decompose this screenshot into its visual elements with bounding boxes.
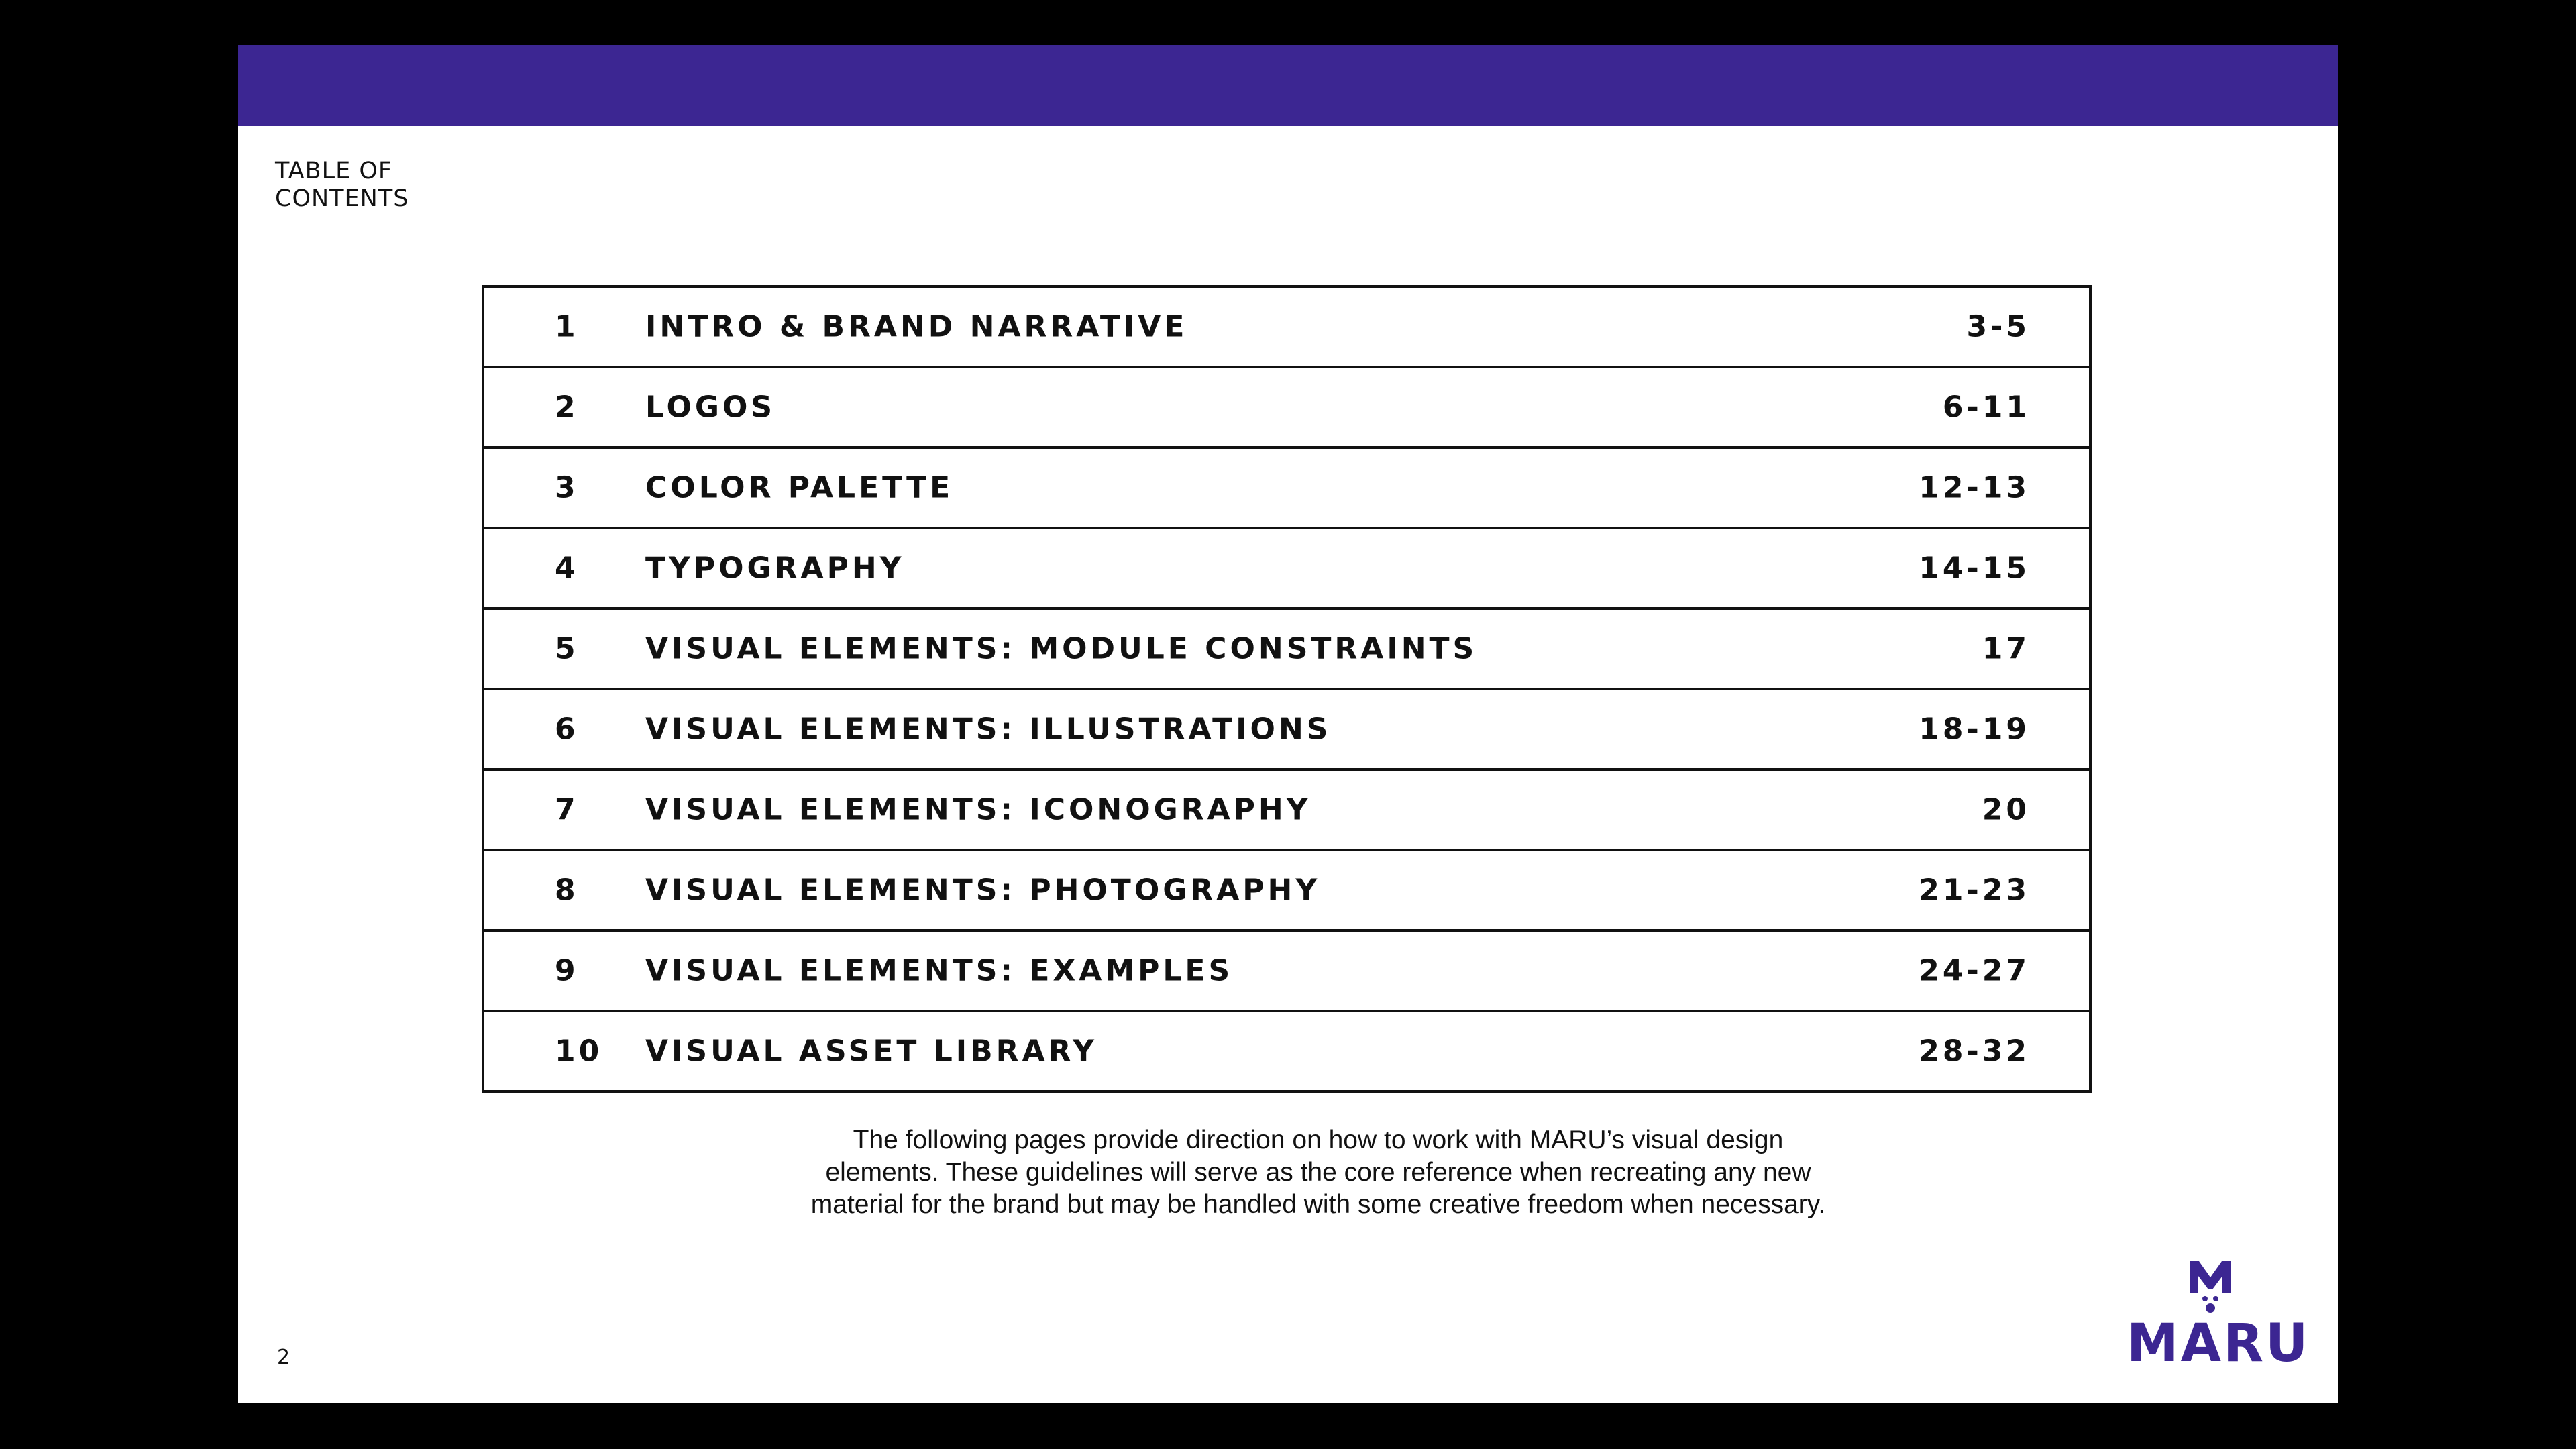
toc-row (484, 849, 2089, 929)
toc-pages: 17 (1982, 631, 2030, 666)
toc-title: INTRO & BRAND NARRATIVE (645, 309, 1188, 344)
maru-logo-wordmark: MARU (2127, 1313, 2310, 1374)
toc-row (484, 288, 2089, 366)
toc-row (484, 1010, 2089, 1090)
toc-number: 4 (555, 551, 579, 586)
toc-title: COLOR PALETTE (645, 470, 954, 505)
toc-title: VISUAL ELEMENTS: MODULE CONSTRAINTS (645, 631, 1478, 666)
toc-pages: 20 (1982, 792, 2030, 827)
toc-number: 7 (555, 792, 579, 827)
toc-number: 6 (555, 712, 579, 747)
toc-pages: 3-5 (1966, 309, 2030, 344)
toc-title: TYPOGRAPHY (645, 551, 905, 586)
intro-paragraph: The following pages provide direction on how to work with MARU’s visual design elements. These guidelines will serve as the core reference when recreating any new material for the brand but may be handled with some creative freedom when necessary. (810, 1126, 1826, 1219)
toc-pages: 14-15 (1919, 551, 2030, 586)
toc-title: VISUAL ASSET LIBRARY (645, 1034, 1097, 1069)
toc-title: VISUAL ELEMENTS: EXAMPLES (645, 953, 1234, 988)
toc-number: 1 (555, 309, 579, 344)
toc-pages: 28-32 (1919, 1034, 2030, 1069)
toc-row (484, 527, 2089, 607)
page-number: 2 (277, 1346, 290, 1369)
slide-page (238, 45, 2338, 1403)
header-band (238, 45, 2338, 126)
toc-title: VISUAL ELEMENTS: ILLUSTRATIONS (645, 712, 1332, 747)
toc-pages: 12-13 (1919, 470, 2030, 505)
toc-table (482, 285, 2092, 1093)
maru-logo (2127, 1256, 2310, 1374)
toc-number: 10 (555, 1034, 603, 1069)
toc-number: 3 (555, 470, 579, 505)
toc-number: 9 (555, 953, 579, 988)
toc-title: VISUAL ELEMENTS: PHOTOGRAPHY (645, 873, 1321, 908)
section-label: TABLE OF CONTENTS (275, 158, 409, 212)
maru-logo-mark-icon (2127, 1256, 2294, 1316)
toc-pages: 18-19 (1919, 712, 2030, 747)
toc-row (484, 446, 2089, 527)
toc-row (484, 768, 2089, 849)
toc-number: 8 (555, 873, 579, 908)
toc-number: 5 (555, 631, 579, 666)
toc-title: VISUAL ELEMENTS: ICONOGRAPHY (645, 792, 1311, 827)
toc-row (484, 929, 2089, 1010)
toc-title: LOGOS (645, 390, 776, 425)
toc-row (484, 688, 2089, 768)
toc-number: 2 (555, 390, 579, 425)
toc-pages: 24-27 (1919, 953, 2030, 988)
toc-row (484, 366, 2089, 446)
toc-pages: 21-23 (1919, 873, 2030, 908)
toc-row (484, 607, 2089, 688)
toc-pages: 6-11 (1942, 390, 2030, 425)
